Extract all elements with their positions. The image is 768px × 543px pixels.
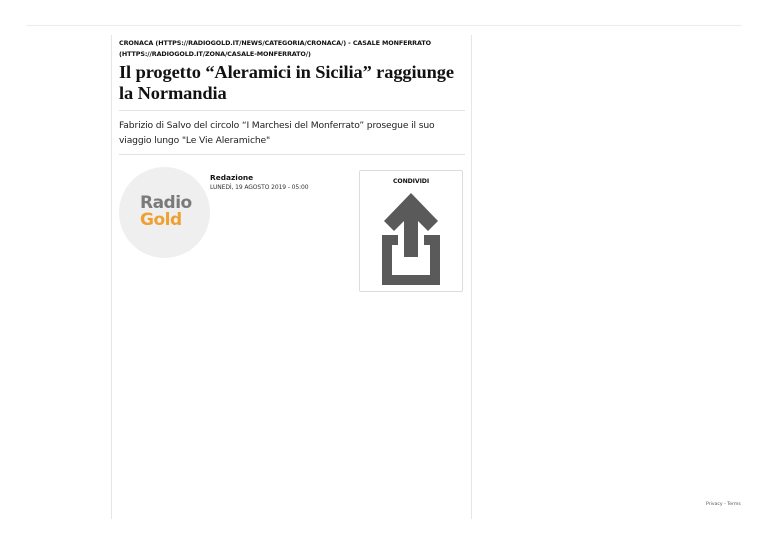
article-subtitle: Fabrizio di Salvo del circolo “I Marchesi del Monferrato” prosegue il suo viaggio lungo "Le Vie Aleramiche" [119, 120, 435, 146]
content-left-border [111, 35, 112, 519]
terms-link[interactable]: Terms [727, 502, 741, 507]
title-divider [119, 110, 465, 111]
footer-links [706, 502, 741, 507]
page-title: Il progetto “Aleramici in Sicilia” raggiunge la Normandia [119, 62, 454, 103]
share-icon [380, 191, 442, 287]
content-right-border [471, 35, 472, 519]
publish-date: LUNEDÌ, 19 AGOSTO 2019 - 05:00 [210, 184, 309, 191]
breadcrumb-separator: - [346, 39, 353, 47]
author-name[interactable]: Redazione [210, 173, 254, 182]
logo-text-gold: Gold [140, 210, 182, 230]
subtitle-divider [119, 154, 465, 155]
share-button[interactable] [359, 170, 463, 292]
logo-text-radio: Radio [140, 193, 192, 213]
avatar [119, 167, 210, 258]
share-label: CONDIVIDI [392, 178, 430, 185]
breadcrumb [119, 38, 465, 60]
privacy-link[interactable]: Privacy [706, 502, 723, 507]
footer-separator: - [722, 502, 728, 507]
top-divider [26, 25, 742, 26]
breadcrumb-zone-link[interactable]: CASALE MONFERRATO (HTTPS://RADIOGOLD.IT/ZONA/CASALE-MONFERRATO/) [119, 39, 431, 58]
article-header [119, 38, 465, 155]
breadcrumb-category-link[interactable]: CRONACA (HTTPS://RADIOGOLD.IT/NEWS/CATEGORIA/CRONACA/) [119, 39, 347, 47]
article-meta [119, 167, 465, 297]
